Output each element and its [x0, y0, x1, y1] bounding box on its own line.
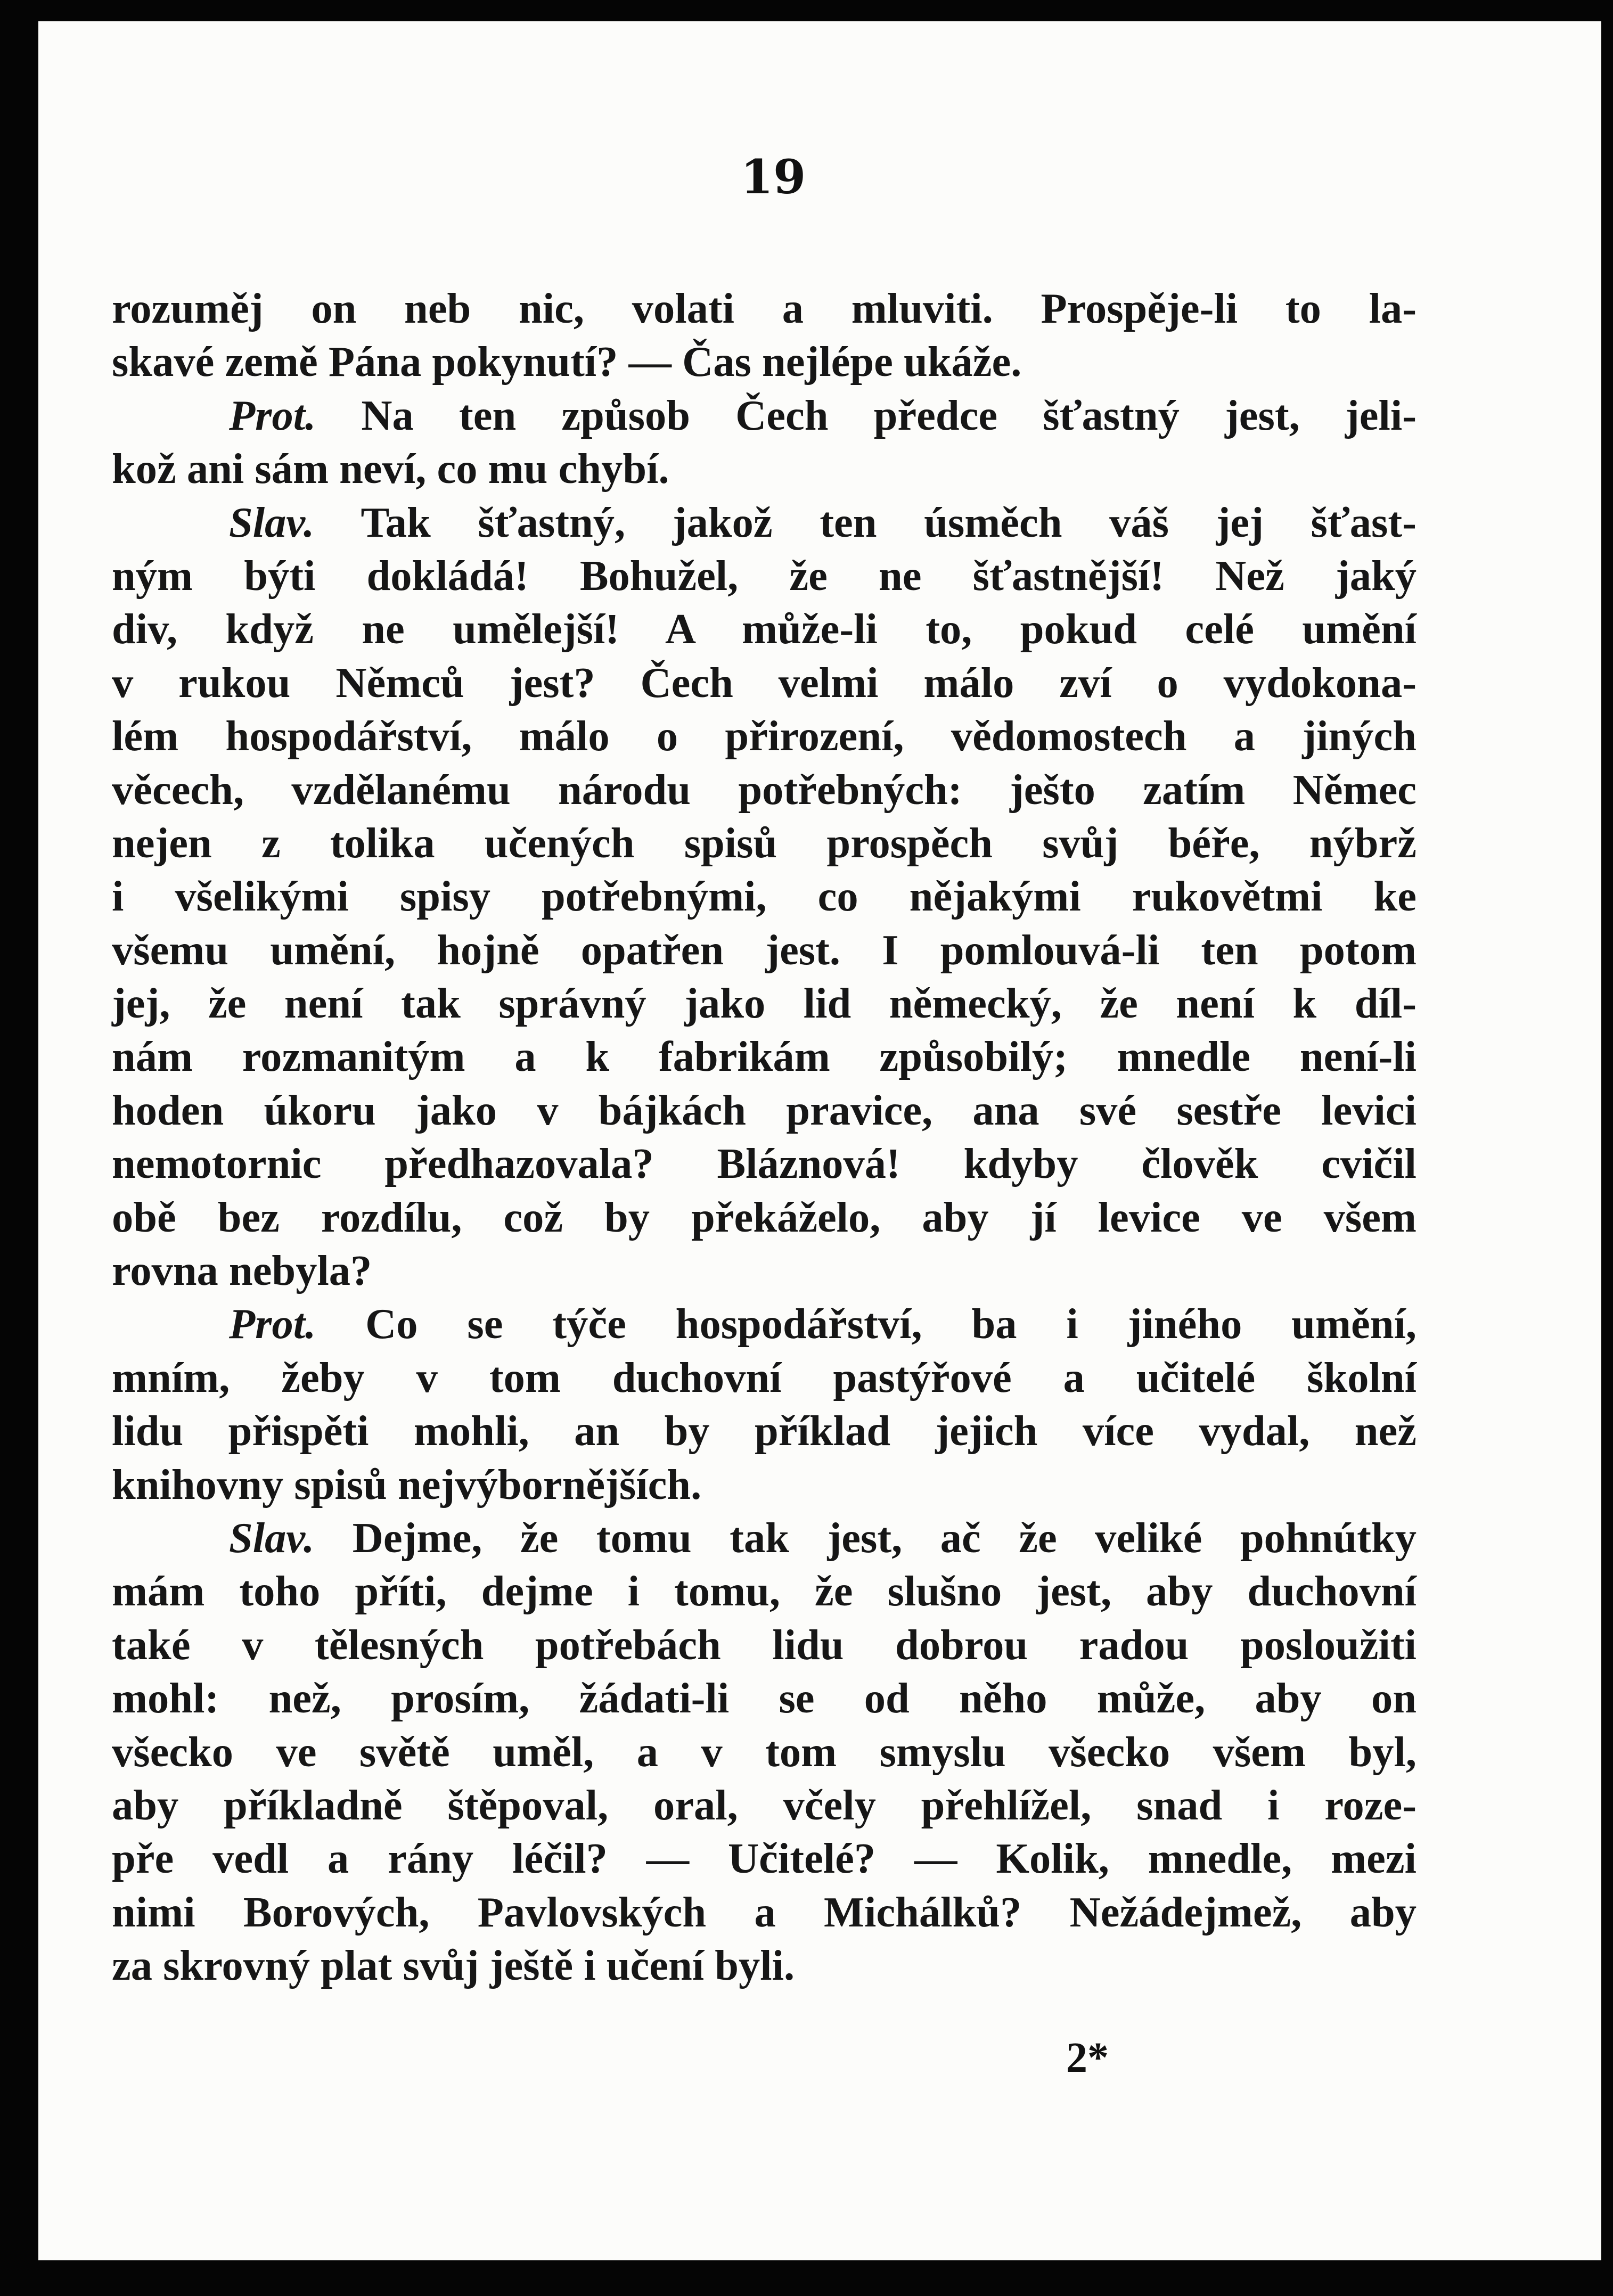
text-line: skavé země Pána pokynutí? — Čas nejlépe ukáže.	[112, 338, 1022, 386]
text-line: lém hospodářství, málo o přirození, vědomostech a jiných	[112, 712, 1417, 760]
text-line	[112, 1512, 1417, 1565]
text-line: nejen z tolika učených spisů prospěch svůj béře, nýbrž	[112, 819, 1417, 867]
line-text: Dejme, že tomu tak jest, ač že veliké pohnútky	[352, 1514, 1417, 1562]
speaker-label: Prot.	[229, 1300, 316, 1348]
text-line: nemotornic předhazovala? Bláznová! kdyby člověk cvičil	[112, 1140, 1417, 1188]
text-line: div, když ne umělejší! A může-li to, pokud celé umění	[112, 605, 1417, 653]
text-line: kož ani sám neví, co mu chybí.	[112, 445, 669, 493]
text-line: rovna nebyla?	[112, 1247, 372, 1295]
speaker-label: Slav.	[229, 1514, 315, 1562]
text-line: hoden úkoru jako v bájkách pravice, ana své sestře levici	[112, 1086, 1417, 1134]
text-line: rozuměj on neb nic, volati a mluviti. Prospěje-li to la-	[112, 285, 1417, 332]
line-text: Co se týče hospodářství, ba i jiného umění,	[365, 1300, 1417, 1348]
text-line: za skrovný plat svůj ještě i učení byli.	[112, 1942, 795, 1990]
book-page	[38, 21, 1601, 2260]
text-line: aby příkladně štěpoval, oral, včely přehlížel, snad i roze-	[112, 1781, 1417, 1829]
signature-mark: 2*	[1066, 2035, 1109, 2081]
text-line: ným býti dokládá! Bohužel, že ne šťastnější! Než jaký	[112, 552, 1417, 600]
text-line: lidu přispěti mohli, an by příklad jejich více vydal, než	[112, 1407, 1417, 1455]
text-line	[112, 389, 1417, 442]
text-line	[112, 496, 1417, 550]
speaker-label: Prot.	[229, 391, 316, 439]
text-line: mám toho příti, dejme i tomu, že slušno jest, aby duchovní	[112, 1568, 1417, 1616]
line-text: Tak šťastný, jakož ten úsměch váš jej šťast-	[361, 498, 1417, 546]
text-line: obě bez rozdílu, což by překáželo, aby jí levice ve všem	[112, 1193, 1417, 1241]
text-line: mním, žeby v tom duchovní pastýřové a učitelé školní	[112, 1354, 1417, 1401]
line-text: Na ten způsob Čech předce šťastný jest, jeli-	[361, 391, 1417, 439]
text-line: i všelikými spisy potřebnými, co nějakými rukovětmi ke	[112, 873, 1417, 921]
text-line: knihovny spisů nejvýbornějších.	[112, 1461, 702, 1508]
page-number: 19	[740, 149, 806, 204]
text-line: všemu umění, hojně opatřen jest. I pomlouvá-li ten potom	[112, 926, 1417, 974]
text-line: nám rozmanitým a k fabrikám způsobilý; mnedle není-li	[112, 1033, 1417, 1081]
text-line: věcech, vzdělanému národu potřebných: ješto zatím Němec	[112, 766, 1417, 814]
text-line: jej, že není tak správný jako lid německý, že není k díl-	[112, 980, 1417, 1028]
text-line: všecko ve světě uměl, a v tom smyslu všecko všem byl,	[112, 1728, 1417, 1776]
text-body	[112, 282, 1417, 1993]
text-line: pře vedl a rány léčil? — Učitelé? — Kolik, mnedle, mezi	[112, 1835, 1417, 1883]
text-line: mohl: než, prosím, žádati-li se od něho může, aby on	[112, 1675, 1417, 1723]
speaker-label: Slav.	[229, 498, 315, 546]
text-line: také v tělesných potřebách lidu dobrou radou posloužiti	[112, 1621, 1417, 1669]
text-line: v rukou Němců jest? Čech velmi málo zví o vydokona-	[112, 659, 1417, 707]
text-line: nimi Borových, Pavlovských a Michálků? Nežádejmež, aby	[112, 1888, 1417, 1936]
text-line	[112, 1298, 1417, 1351]
